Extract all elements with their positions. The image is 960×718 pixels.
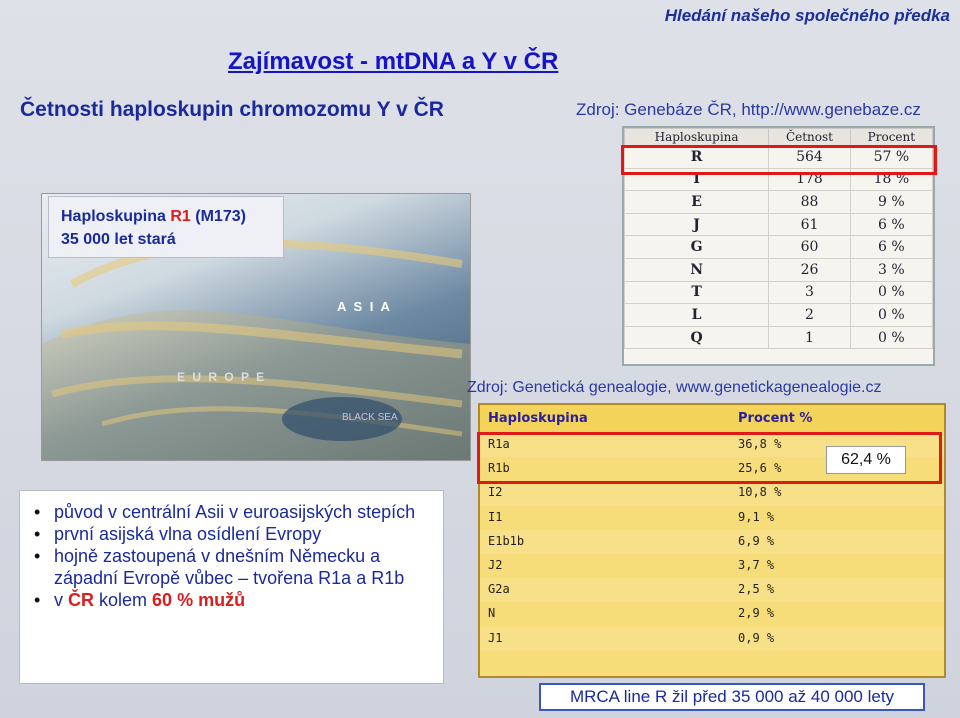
cell-count: 88 (769, 191, 851, 214)
cell-haplo: I (625, 168, 769, 191)
main-title: Zajímavost - mtDNA a Y v ČR (228, 48, 559, 75)
cell-percent: 9 % (850, 191, 932, 214)
table-row (625, 326, 933, 349)
table-row (480, 627, 944, 651)
source-genetic-genealogy: Zdroj: Genetická genealogie, www.genetickagenealogie.cz (467, 379, 882, 396)
bullet-czech-mid: kolem (94, 590, 153, 610)
table-row (625, 236, 933, 259)
bullet-czech-cr: ČR (68, 590, 95, 610)
cell-percent: 36,8 % (738, 437, 782, 451)
table-row (480, 578, 944, 602)
cell-count: 2 (769, 304, 851, 327)
table1-header-count: Četnost (769, 129, 851, 146)
cell-haplo: G2a (488, 582, 510, 597)
bullet-czech-pct: 60 % mužů (152, 590, 246, 610)
map-label-black-sea: BLACK SEA (342, 412, 398, 423)
table-row (480, 530, 944, 554)
table1-header-haplo: Haploskupina (625, 129, 769, 146)
table-row (480, 506, 944, 530)
source-genebaze: Zdroj: Genebáze ČR, http://www.genebaze.cz (576, 100, 921, 119)
cell-count: 61 (769, 213, 851, 236)
cell-percent: 0 % (850, 281, 932, 304)
cell-haplo: R (625, 146, 769, 169)
cell-count: 564 (769, 146, 851, 169)
table-row (480, 481, 944, 505)
cell-percent: 0 % (850, 326, 932, 349)
cell-percent: 6,9 % (738, 533, 775, 548)
haplogroup-info-box (48, 196, 284, 258)
map-label-asia: A S I A (337, 299, 392, 314)
cell-haplo: E (625, 191, 769, 214)
bullet-origin: • původ v centrální Asii v euroasijských stepích (32, 501, 431, 523)
cell-percent: 10,8 % (738, 485, 782, 500)
cell-count: 3 (769, 281, 851, 304)
table-row (625, 281, 933, 304)
highlight-r-row (621, 145, 937, 175)
haplo-prefix: Haploskupina (61, 208, 171, 225)
cell-percent: 3,7 % (738, 557, 775, 572)
bullet-first-wave: • první asijská vlna osídlení Evropy (32, 523, 431, 545)
cell-percent: 2,9 % (738, 606, 775, 621)
cell-percent: 25,6 % (738, 461, 782, 476)
table-row (625, 213, 933, 236)
bullet-czech (32, 589, 431, 611)
cell-haplo: J2 (488, 557, 503, 572)
haplo-suffix: (M173) (190, 208, 246, 225)
table1-header-percent: Procent (850, 129, 932, 146)
cell-haplo: I2 (488, 485, 503, 500)
haplo-age: 35 000 let stará (61, 231, 176, 248)
cell-haplo: I1 (488, 509, 503, 524)
cell-haplo: L (625, 304, 769, 327)
cell-count: 178 (769, 168, 851, 191)
cell-haplo: J1 (488, 630, 503, 645)
table2-header-haplo: Haploskupina (488, 411, 588, 426)
cell-percent: 0 % (850, 304, 932, 327)
cell-count: 60 (769, 236, 851, 259)
cell-haplo: G (625, 236, 769, 259)
cell-haplo: R1a (488, 437, 510, 451)
cell-haplo: E1b1b (488, 533, 525, 548)
map-label-europe: E U R O P E (177, 370, 267, 384)
cell-haplo: R1b (488, 461, 510, 476)
table2-header-percent: Procent % (738, 411, 813, 426)
cell-percent: 6 % (850, 236, 932, 259)
table-row (625, 191, 933, 214)
subtitle: Četnosti haploskupin chromozomu Y v ČR (20, 98, 444, 121)
cell-percent: 57 % (850, 146, 932, 169)
bullet-czech-pre: v (54, 590, 69, 610)
cell-percent: 18 % (850, 168, 932, 191)
sum-percent-label: 62,4 % (826, 446, 906, 474)
bullet-distribution: • hojně zastoupená v dnešním Německu a západní Evropě vůbec – tvořena R1a a R1b (32, 545, 431, 589)
cell-count: 1 (769, 326, 851, 349)
table-row (480, 602, 944, 626)
table-row (480, 554, 944, 578)
cell-percent: 6 % (850, 213, 932, 236)
bullet-list (19, 490, 444, 684)
cell-percent: 2,5 % (738, 582, 775, 597)
cell-haplo: N (625, 258, 769, 281)
table-row (625, 304, 933, 327)
cell-percent: 9,1 % (738, 509, 775, 524)
cell-haplo: J (625, 213, 769, 236)
cell-percent: 0,9 % (738, 630, 775, 645)
cell-haplo: N (488, 606, 496, 621)
cell-count: 26 (769, 258, 851, 281)
cell-percent: 3 % (850, 258, 932, 281)
cell-haplo: Q (625, 326, 769, 349)
cell-haplo: T (625, 281, 769, 304)
table-row (625, 258, 933, 281)
mrca-box: MRCA line R žil před 35 000 až 40 000 lety (539, 683, 925, 711)
header-title: Hledání našeho společného předka (664, 6, 950, 25)
haplo-name: R1 (170, 208, 191, 225)
